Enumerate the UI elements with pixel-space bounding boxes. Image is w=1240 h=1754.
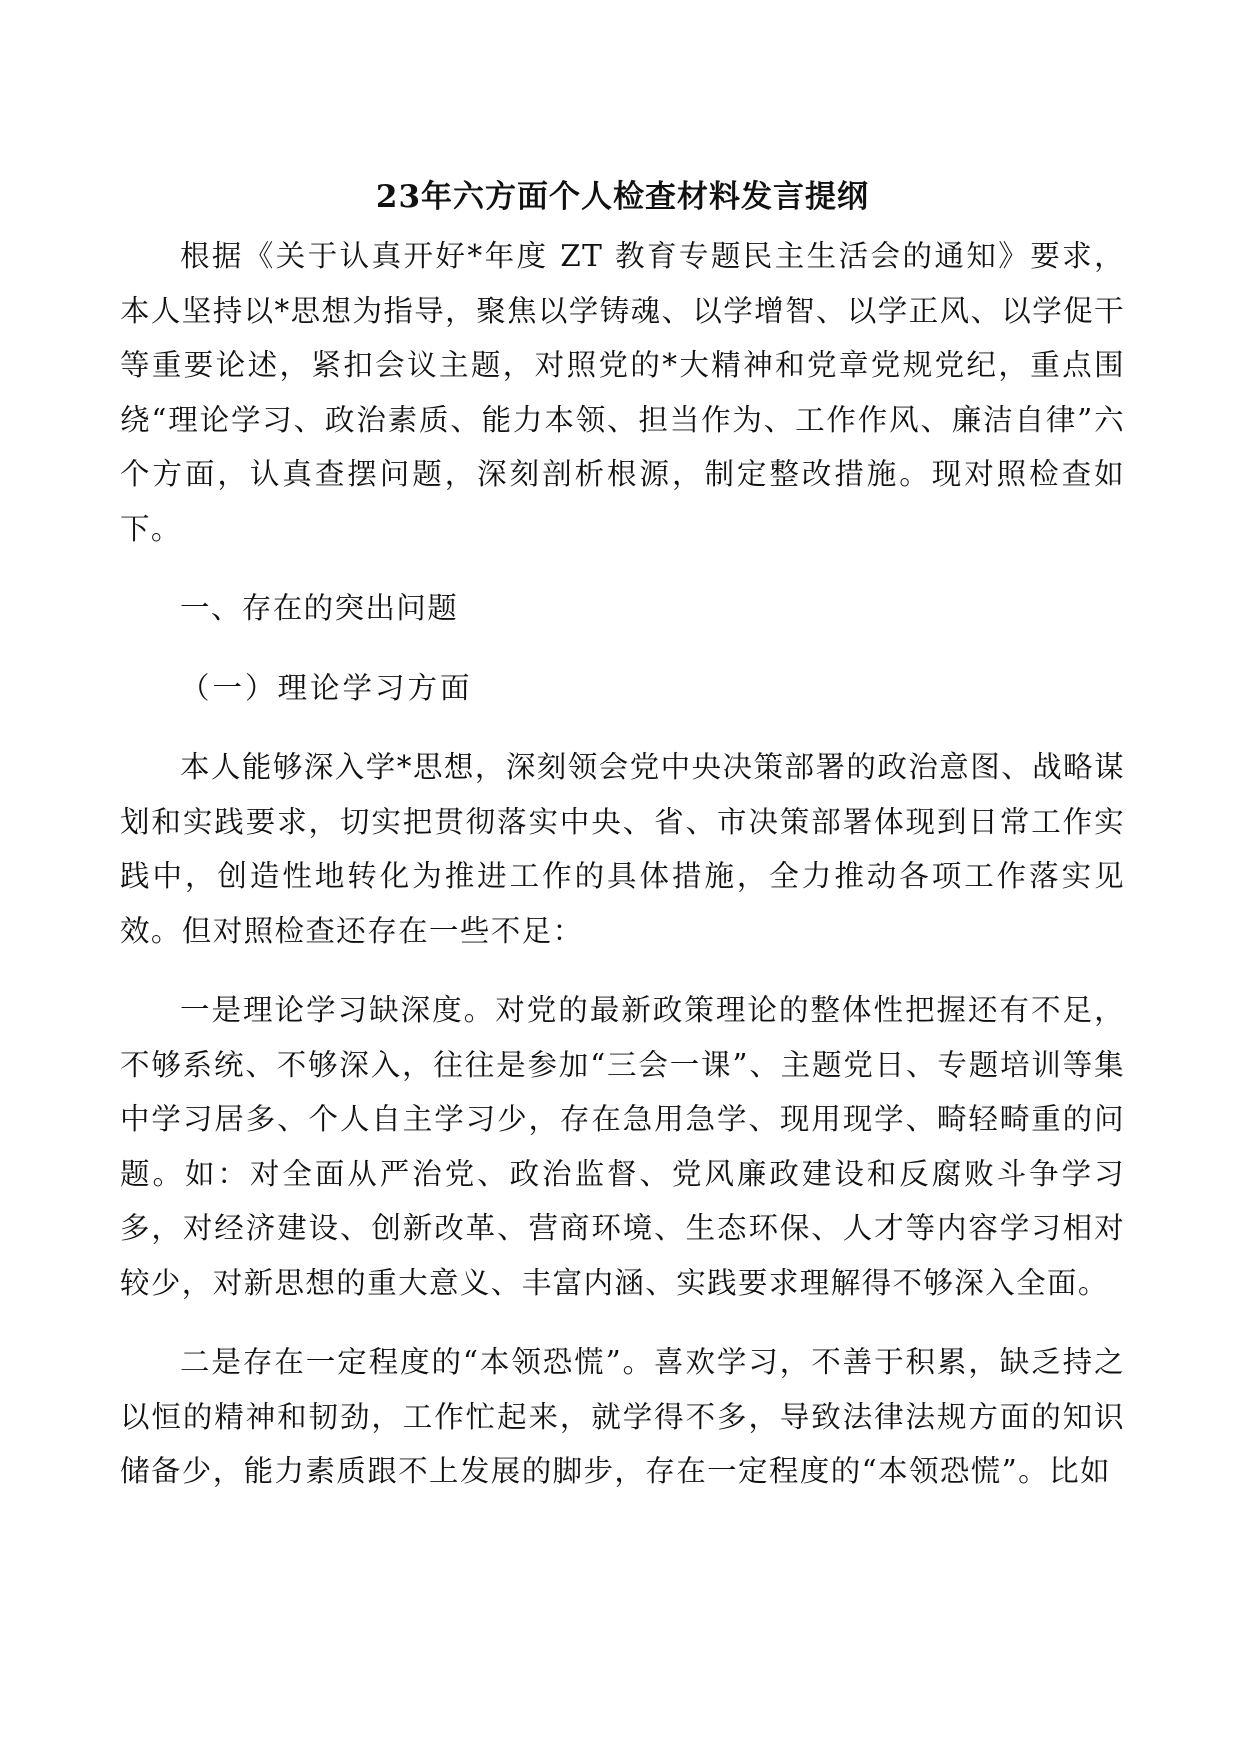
body-paragraph-3: 二是存在一定程度的“本领恐慌”。喜欢学习，不善于积累，缺乏持之以恒的精神和韧劲，工作忙起来，就学得不多，导致法律法规方面的知识储备少，能力素质跟不上发展的脚步，存在一定程度的“本领恐慌”。比如 [120,1345,1125,1488]
section-heading-problems: 一、存在的突出问题 [180,591,459,625]
subsection-heading-theory-study: （一）理论学习方面 [180,670,473,705]
body-paragraph-1: 本人能够深入学*思想，深刻领会党中央决策部署的政治意图、战略谋划和实践要求，切实把贯彻落实中央、省、市决策部署体现到日常工作实践中，创造性地转化为推进工作的具体措施，全力推动各项工作落实见效。但对照检查还存在一些不足： [120,750,1125,948]
body-paragraph-2: 一是理论学习缺深度。对党的最新政策理论的整体性把握还有不足，不够系统、不够深入，往往是参加“三会一课”、主题党日、专题培训等集中学习居多、个人自主学习少，存在急用急学、现用现学、畸轻畸重的问题。如：对全面从严治党、政治监督、党风廉政建设和反腐败斗争学习多，对经济建设、创新改革、营商环境、生态环保、人才等内容学习相对较少，对新思想的重大意义、丰富内涵、实践要求理解得不够深入全面。 [120,993,1125,1300]
intro-paragraph: 根据《关于认真开好*年度 ZT 教育专题民主生活会的通知》要求，本人坚持以*思想为指导，聚焦以学铸魂、以学增智、以学正风、以学促干等重要论述，紧扣会议主题，对照党的*大精神和党章党规党纪，重点围绕“理论学习、政治素质、能力本领、担当作为、工作作风、廉洁自律”六个方面，认真查摆问题，深刻剖析根源，制定整改措施。现对照检查如下。 [120,239,1125,546]
document-title: 23年六方面个人检查材料发言提纲 [375,179,870,215]
document-page [120,175,1125,1524]
